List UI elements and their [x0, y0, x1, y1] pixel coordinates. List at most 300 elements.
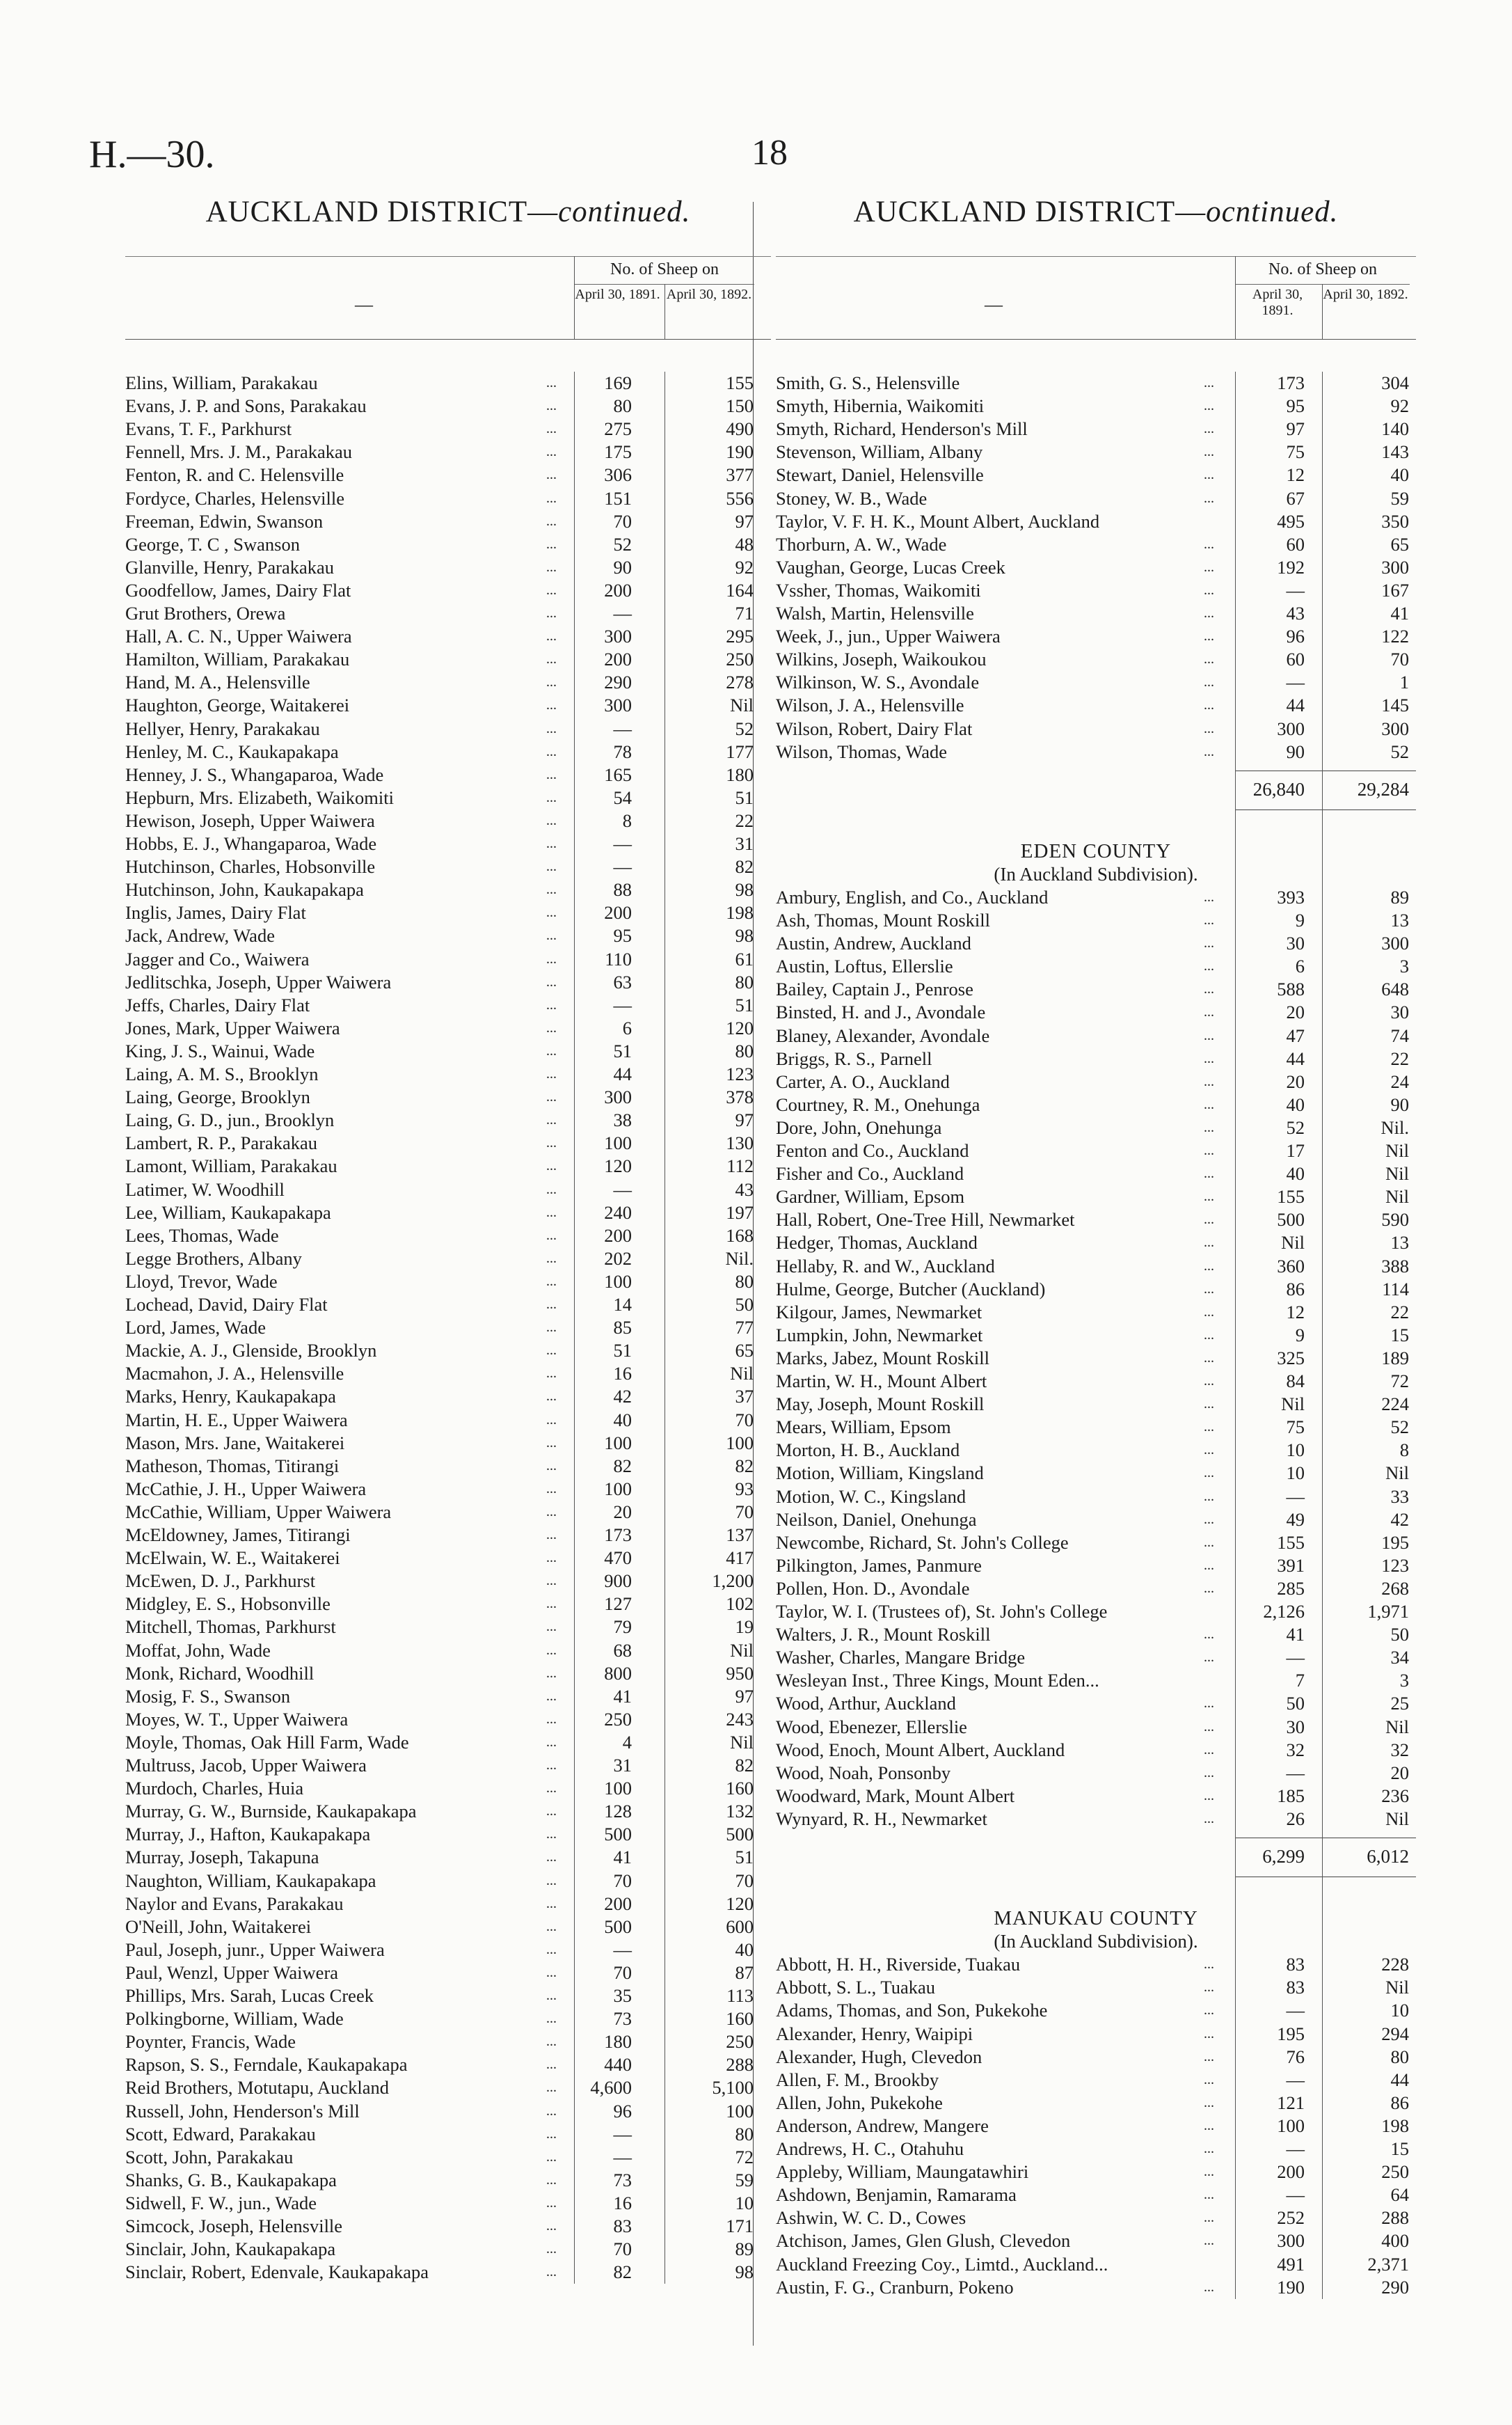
leader-dots: ... — [546, 1550, 557, 1566]
table-row — [125, 1685, 771, 1708]
sheep-1891: 495 — [1277, 510, 1305, 532]
leader-dots: ... — [1204, 1119, 1214, 1135]
sheep-1891: — — [613, 1938, 632, 1960]
sheep-1892: 25 — [1390, 1693, 1409, 1714]
table-row — [776, 1531, 1416, 1554]
leader-dots: ... — [546, 444, 557, 460]
table-row — [125, 1385, 771, 1408]
owner-name: Jones, Mark, Upper Waiwera — [125, 1017, 340, 1038]
owner-name: McCathie, William, Upper Waiwera — [125, 1501, 392, 1522]
table-row — [776, 1071, 1416, 1093]
sheep-1892: 190 — [726, 441, 754, 463]
table-row — [776, 2138, 1416, 2161]
sheep-1891: 173 — [604, 1524, 632, 1545]
owner-name: Paul, Wenzl, Upper Waiwera — [125, 1961, 339, 1983]
sheep-1891: — — [1286, 1762, 1305, 1783]
owner-name: Taylor, W. I. (Trustees of), St. John's College — [776, 1601, 1108, 1622]
table-row — [125, 1570, 771, 1593]
owner-name: Appleby, William, Maungatawhiri — [776, 2161, 1029, 2183]
leader-dots: ... — [546, 697, 557, 713]
sheep-1891: 96 — [613, 2100, 632, 2122]
leader-dots: ... — [546, 1343, 557, 1359]
owner-name: Smyth, Hibernia, Waikomiti — [776, 395, 985, 417]
sheep-1892: 22 — [1390, 1048, 1409, 1069]
sheep-1892: 180 — [726, 764, 754, 785]
sheep-1892: 52 — [1390, 741, 1409, 762]
sheep-1892: Nil — [1385, 1977, 1409, 1998]
owner-name: Austin, Loftus, Ellerslie — [776, 956, 953, 977]
sheep-1891: — — [613, 994, 632, 1016]
owner-name: Auckland Freezing Coy., Limtd., Auckland... — [776, 2253, 1108, 2275]
owner-name: Mosig, F. S., Swanson — [125, 1685, 291, 1707]
col-1892-header: April 30, 1892. — [666, 287, 752, 302]
sheep-1892: 1,971 — [1367, 1601, 1409, 1622]
owner-name: Week, J., jun., Upper Waiwera — [776, 626, 1001, 647]
sheep-1891: 42 — [613, 1386, 632, 1407]
leader-dots: ... — [1204, 1212, 1214, 1228]
owner-name: Hobbs, E. J., Whangaparoa, Wade — [125, 833, 377, 854]
leader-dots: ... — [1204, 674, 1214, 690]
leader-dots: ... — [546, 812, 557, 828]
header-rule-bottom — [125, 339, 771, 340]
table-row — [125, 1547, 771, 1570]
sheep-1891: 70 — [613, 510, 632, 532]
sheep-1892: 155 — [726, 372, 754, 393]
owner-name: Walters, J. R., Mount Roskill — [776, 1624, 991, 1645]
col-1891-header: April 30, 1891. — [575, 287, 660, 302]
sheep-1892: 648 — [1381, 979, 1409, 1000]
table-row — [125, 625, 771, 648]
sheep-1892: 140 — [1381, 418, 1409, 440]
sheep-1892: 123 — [726, 1064, 754, 1084]
table-row — [776, 648, 1416, 671]
sheep-1891: 41 — [1286, 1624, 1305, 1645]
owner-name: Marks, Henry, Kaukapakapa — [125, 1386, 336, 1407]
leader-dots: ... — [1204, 490, 1214, 506]
owner-name: Hutchinson, Charles, Hobsonville — [125, 856, 376, 878]
sheep-1891: 300 — [604, 626, 632, 647]
total-1891: 26,840 — [1252, 778, 1305, 800]
table-row — [125, 418, 771, 441]
owner-name: Henley, M. C., Kaukapakapa — [125, 741, 339, 762]
total-row — [776, 1838, 1416, 1879]
sheep-1891: 83 — [613, 2215, 632, 2236]
sheep-1891: 7 — [1295, 1670, 1305, 1691]
sheep-1891: 155 — [1277, 1186, 1305, 1208]
owner-name: King, J. S., Wainui, Wade — [125, 1040, 315, 1061]
leader-dots: ... — [1204, 559, 1214, 575]
leader-dots: ... — [1204, 1143, 1214, 1158]
leader-dots: ... — [546, 859, 557, 875]
owner-name: Wood, Noah, Ponsonby — [776, 1762, 951, 1783]
owner-name: O'Neill, John, Waitakerei — [125, 1915, 312, 1937]
table-row — [125, 579, 771, 602]
sheep-1891: 8 — [622, 809, 632, 831]
sheep-1891: 9 — [1295, 910, 1305, 931]
sheep-1891: 17 — [1286, 1140, 1305, 1161]
leader-dots: ... — [1204, 421, 1214, 437]
owner-name: Vssher, Thomas, Waikomiti — [776, 579, 981, 601]
table-row — [125, 764, 771, 787]
leader-dots: ... — [546, 1872, 557, 1888]
leader-dots: ... — [1204, 1534, 1214, 1550]
table-row — [776, 694, 1416, 717]
sheep-1891: — — [1286, 2000, 1305, 2021]
owner-name: Sidwell, F. W., jun., Wade — [125, 2192, 317, 2213]
leader-dots: ... — [1204, 935, 1214, 951]
sheep-1891: 86 — [1286, 1278, 1305, 1300]
leader-dots: ... — [1204, 1096, 1214, 1112]
sheep-1891: 49 — [1286, 1508, 1305, 1530]
leader-dots: ... — [1204, 1419, 1214, 1435]
sheep-1891: 9 — [1295, 1324, 1305, 1345]
table-row — [776, 1025, 1416, 1048]
table-row — [125, 602, 771, 625]
sheep-1892: 80 — [735, 1270, 754, 1292]
leader-dots: ... — [546, 651, 557, 668]
owner-name: Sinclair, Robert, Edenvale, Kaukapakapa — [125, 2261, 429, 2283]
table-row — [776, 441, 1416, 464]
sheep-1891: 185 — [1277, 1785, 1305, 1806]
owner-name: Goodfellow, James, Dairy Flat — [125, 579, 351, 601]
table-row — [125, 1870, 771, 1893]
table-row — [776, 1692, 1416, 1715]
district-title-main: AUCKLAND DISTRICT— — [853, 196, 1207, 228]
owner-name: Sinclair, John, Kaukapakapa — [125, 2238, 336, 2260]
leader-dots: ... — [1204, 981, 1214, 997]
sheep-1892: 304 — [1381, 372, 1409, 393]
leader-dots: ... — [546, 2149, 557, 2165]
owner-name: Midgley, E. S., Hobsonville — [125, 1593, 331, 1615]
sheep-count-group-header: No. of Sheep on — [1235, 256, 1410, 285]
eden-county-note: (In Auckland Subdivision). — [994, 863, 1198, 885]
owner-name: Ashdown, Benjamin, Ramarama — [776, 2184, 1017, 2206]
table-row — [776, 671, 1416, 694]
sheep-1891: — — [613, 2146, 632, 2167]
owner-name: Allen, F. M., Brookby — [776, 2069, 939, 2090]
leader-dots: ... — [546, 1135, 557, 1151]
sheep-1891: 43 — [1286, 603, 1305, 624]
sheep-1892: 189 — [1381, 1347, 1409, 1368]
leader-dots: ... — [546, 1826, 557, 1842]
table-row — [776, 1162, 1416, 1185]
owner-name: Simcock, Joseph, Helensville — [125, 2215, 343, 2236]
owner-name: Ash, Thomas, Mount Roskill — [776, 910, 990, 931]
owner-name: Morton, H. B., Auckland — [776, 1439, 960, 1461]
table-header — [776, 256, 1416, 340]
table-row — [776, 2206, 1416, 2229]
leader-dots: ... — [1204, 1511, 1214, 1527]
table-row — [776, 1669, 1416, 1692]
leader-dots: ... — [546, 1757, 557, 1773]
table-row — [125, 556, 771, 579]
sheep-1891: 73 — [613, 2169, 632, 2190]
leader-dots: ... — [1204, 2117, 1214, 2133]
sheep-1892: 22 — [735, 809, 754, 831]
sheep-1892: 70 — [735, 1870, 754, 1891]
sheep-1891: 285 — [1277, 1577, 1305, 1599]
owner-name: Lloyd, Trevor, Wade — [125, 1270, 278, 1292]
owner-name: Hellyer, Henry, Parakakau — [125, 718, 320, 739]
table-row — [125, 2238, 771, 2261]
sheep-1892: 13 — [1390, 1232, 1409, 1254]
table-row — [125, 1086, 771, 1109]
sheep-1892: 236 — [1381, 1785, 1409, 1806]
leader-dots: ... — [546, 766, 557, 782]
leader-dots: ... — [1204, 1957, 1214, 1973]
owner-name: Fenton, R. and C. Helensville — [125, 464, 344, 486]
owner-name: Russell, John, Henderson's Mill — [125, 2100, 360, 2122]
sheep-1891: 76 — [1286, 2046, 1305, 2067]
sheep-1891: 175 — [604, 441, 632, 463]
owner-name: Mears, William, Epsom — [776, 1416, 951, 1438]
sheep-1891: 200 — [604, 902, 632, 924]
table-row — [776, 372, 1416, 395]
leader-dots: ... — [546, 2080, 557, 2096]
owner-name: Jagger and Co., Waiwera — [125, 948, 310, 970]
leader-dots: ... — [546, 1181, 557, 1197]
sheep-1892: 40 — [1390, 464, 1409, 486]
leader-dots: ... — [1204, 697, 1214, 713]
sheep-1892: 417 — [726, 1547, 754, 1569]
sheep-1891: 300 — [604, 1087, 632, 1108]
sheep-1891: 900 — [604, 1570, 632, 1592]
sheep-1892: Nil — [1385, 1808, 1409, 1829]
table-row — [125, 2146, 771, 2169]
sheep-1891: 306 — [604, 464, 632, 486]
table-row — [776, 2161, 1416, 2183]
owner-name: Lees, Thomas, Wade — [125, 1224, 279, 1246]
owner-name: Laing, George, Brooklyn — [125, 1087, 310, 1108]
district-title-main: AUCKLAND DISTRICT— — [205, 196, 559, 228]
leader-dots: ... — [1204, 743, 1214, 759]
owner-name: Henney, J. S., Whangaparoa, Wade — [125, 764, 384, 785]
owner-name: Neilson, Daniel, Onehunga — [776, 1508, 977, 1530]
table-row — [125, 924, 771, 947]
sheep-1891: 83 — [1286, 1977, 1305, 1998]
sheep-count-group-header: No. of Sheep on — [574, 256, 754, 285]
sheep-1892: 228 — [1381, 1954, 1409, 1975]
leader-dots: ... — [546, 2057, 557, 2073]
sheep-1892: 44 — [1390, 2069, 1409, 2090]
owner-name: Marks, Jabez, Mount Roskill — [776, 1347, 989, 1368]
owner-name: Briggs, R. S., Parnell — [776, 1048, 932, 1069]
owner-name: Andrews, H. C., Otahuhu — [776, 2138, 964, 2159]
owner-name: Wesleyan Inst., Three Kings, Mount Eden... — [776, 1670, 1099, 1691]
sheep-1892: 300 — [1381, 718, 1409, 739]
sheep-1891: 325 — [1277, 1347, 1305, 1368]
sheep-1892: 400 — [1381, 2230, 1409, 2252]
leader-dots: ... — [1204, 2233, 1214, 2249]
sheep-1891: 300 — [604, 695, 632, 716]
sheep-1891: 121 — [1277, 2092, 1305, 2113]
owner-name: Murray, G. W., Burnside, Kaukapakapa — [125, 1801, 417, 1822]
sheep-1891: 95 — [613, 925, 632, 947]
eden-county-title: EDEN COUNTY — [1020, 839, 1172, 862]
sheep-1892: 1 — [1399, 672, 1409, 693]
owner-name: Ambury, English, and Co., Auckland — [776, 886, 1049, 908]
total-1891: 6,299 — [1262, 1846, 1305, 1867]
owner-name: Wood, Ebenezer, Ellerslie — [776, 1716, 967, 1737]
sheep-1892: 42 — [1390, 1508, 1409, 1530]
table-row — [776, 2115, 1416, 2138]
sheep-1892: 97 — [735, 1685, 754, 1707]
leader-dots: ... — [546, 559, 557, 575]
leader-dots: ... — [1204, 1741, 1214, 1757]
leader-dots: ... — [1204, 2164, 1214, 2180]
sheep-1892: 80 — [1390, 2046, 1409, 2067]
leader-dots: ... — [1204, 1719, 1214, 1735]
sheep-1891: 800 — [604, 1662, 632, 1684]
sheep-1891: — — [613, 2123, 632, 2144]
owner-name: Motion, W. C., Kingsland — [776, 1485, 966, 1507]
sheep-1891: 100 — [604, 1270, 632, 1292]
sheep-1891: 60 — [1286, 649, 1305, 670]
table-row — [776, 464, 1416, 487]
owner-name: Scott, Edward, Parakakau — [125, 2123, 316, 2144]
table-row — [125, 1915, 771, 1938]
sheep-1891: 440 — [604, 2054, 632, 2076]
sheep-1891: 54 — [613, 787, 632, 808]
sheep-1891: 151 — [604, 487, 632, 509]
leader-dots: ... — [1204, 2025, 1214, 2041]
leader-dots: ... — [546, 467, 557, 483]
owner-name: Pilkington, James, Panmure — [776, 1554, 982, 1576]
sheep-1892: 40 — [735, 1938, 754, 1960]
manukau-county-note: (In Auckland Subdivision). — [994, 1931, 1198, 1952]
sheep-1892: 224 — [1381, 1393, 1409, 1415]
table-row — [125, 1478, 771, 1501]
leader-dots: ... — [1204, 958, 1214, 974]
owner-name: Hulme, George, Butcher (Auckland) — [776, 1278, 1046, 1300]
owner-name: Austin, Andrew, Auckland — [776, 933, 971, 954]
sheep-1892: 295 — [726, 626, 754, 647]
sheep-1892: 278 — [726, 672, 754, 693]
leader-dots: ... — [546, 1573, 557, 1589]
sheep-1891: 360 — [1277, 1255, 1305, 1277]
table-row — [125, 855, 771, 878]
sheep-1892: 15 — [1390, 1324, 1409, 1345]
owner-name: Atchison, James, Glen Glush, Clevedon — [776, 2230, 1071, 2252]
sheep-1892: 59 — [1390, 487, 1409, 509]
sheep-1892: 52 — [1390, 1416, 1409, 1438]
table-row — [776, 2183, 1416, 2206]
sheep-1892: 112 — [726, 1155, 754, 1177]
table-row — [125, 487, 771, 510]
table-row — [776, 1116, 1416, 1139]
table-row — [776, 1278, 1416, 1301]
sheep-1891: 200 — [1277, 2161, 1305, 2183]
owner-name: Phillips, Mrs. Sarah, Lucas Creek — [125, 1985, 374, 2006]
sheep-1891: 192 — [1277, 556, 1305, 578]
owner-name: Scott, John, Parakakau — [125, 2146, 294, 2167]
sheep-1891: 300 — [1277, 718, 1305, 739]
table-row — [125, 1063, 771, 1086]
sheep-1891: 90 — [613, 556, 632, 578]
sheep-1892: 294 — [1381, 2023, 1409, 2044]
table-row — [776, 579, 1416, 602]
table-row — [776, 1462, 1416, 1485]
owner-name: Newcombe, Richard, St. John's College — [776, 1531, 1069, 1553]
sheep-1891: — — [1286, 579, 1305, 601]
sheep-1892: 77 — [735, 1317, 754, 1338]
leader-dots: ... — [1204, 1327, 1214, 1343]
sheep-1891: 70 — [613, 1961, 632, 1983]
owner-name: Hellaby, R. and W., Auckland — [776, 1255, 995, 1277]
sheep-1892: 132 — [726, 1801, 754, 1822]
owner-name: Stewart, Daniel, Helensville — [776, 464, 984, 486]
table-row — [125, 901, 771, 924]
total-1892: 6,012 — [1367, 1846, 1409, 1867]
sheep-1892: 61 — [735, 948, 754, 970]
col-1892-header: April 30, 1892. — [1323, 287, 1408, 302]
owner-name: Hewison, Joseph, Upper Waiwera — [125, 809, 375, 831]
table-row — [125, 2007, 771, 2030]
owner-name: Wynyard, R. H., Newmarket — [776, 1808, 987, 1829]
table-row — [776, 1347, 1416, 1370]
owner-name: Evans, J. P. and Sons, Parakakau — [125, 395, 367, 417]
sheep-1892: 377 — [726, 464, 754, 486]
table-row — [776, 602, 1416, 625]
sheep-1892: 250 — [1381, 2161, 1409, 2183]
table-row — [125, 1823, 771, 1846]
sheep-1892: 51 — [735, 994, 754, 1016]
leader-dots: ... — [546, 1480, 557, 1496]
sheep-1892: 51 — [735, 787, 754, 808]
table-row — [125, 1178, 771, 1201]
owner-name: Lee, William, Kaukapakapa — [125, 1201, 331, 1223]
sheep-1892: 160 — [726, 2008, 754, 2030]
sheep-1891: 97 — [1286, 418, 1305, 440]
name-column-header: — — [985, 294, 1003, 315]
leader-dots: ... — [546, 1619, 557, 1635]
sheep-1891: 588 — [1277, 979, 1305, 1000]
sheep-1892: 268 — [1381, 1577, 1409, 1599]
sheep-1892: 113 — [726, 1985, 754, 2006]
table-row — [776, 1716, 1416, 1739]
owner-name: Glanville, Henry, Parakakau — [125, 556, 334, 578]
leader-dots: ... — [546, 1642, 557, 1658]
leader-dots: ... — [546, 1043, 557, 1059]
sheep-1892: Nil — [1385, 1140, 1409, 1161]
leader-dots: ... — [1204, 1627, 1214, 1643]
sheep-1891: 173 — [1277, 372, 1305, 393]
leader-dots: ... — [546, 1688, 557, 1704]
leader-dots: ... — [546, 2195, 557, 2211]
sheep-1892: 195 — [1381, 1531, 1409, 1553]
column-rule — [574, 372, 575, 2284]
table-row — [125, 2053, 771, 2076]
table-row — [776, 1953, 1416, 1976]
sheep-1892: 10 — [1390, 2000, 1409, 2021]
sheep-1892: 100 — [726, 1432, 754, 1453]
table-row — [125, 1593, 771, 1616]
sheep-1892: 52 — [735, 718, 754, 739]
owner-name: Grut Brothers, Orewa — [125, 603, 286, 624]
owner-name: Polkingborne, William, Wade — [125, 2008, 344, 2030]
owner-name: Smyth, Richard, Henderson's Mill — [776, 418, 1028, 440]
sheep-1891: 31 — [613, 1755, 632, 1776]
sheep-1891: 4,600 — [590, 2077, 632, 2099]
table-row — [776, 2023, 1416, 2046]
sheep-1891: 30 — [1286, 933, 1305, 954]
leader-dots: ... — [546, 743, 557, 759]
leader-dots: ... — [1204, 2071, 1214, 2087]
sheep-1891: 20 — [613, 1501, 632, 1522]
sheep-1891: 10 — [1286, 1462, 1305, 1484]
leader-dots: ... — [546, 1112, 557, 1128]
leader-dots: ... — [546, 2103, 557, 2119]
